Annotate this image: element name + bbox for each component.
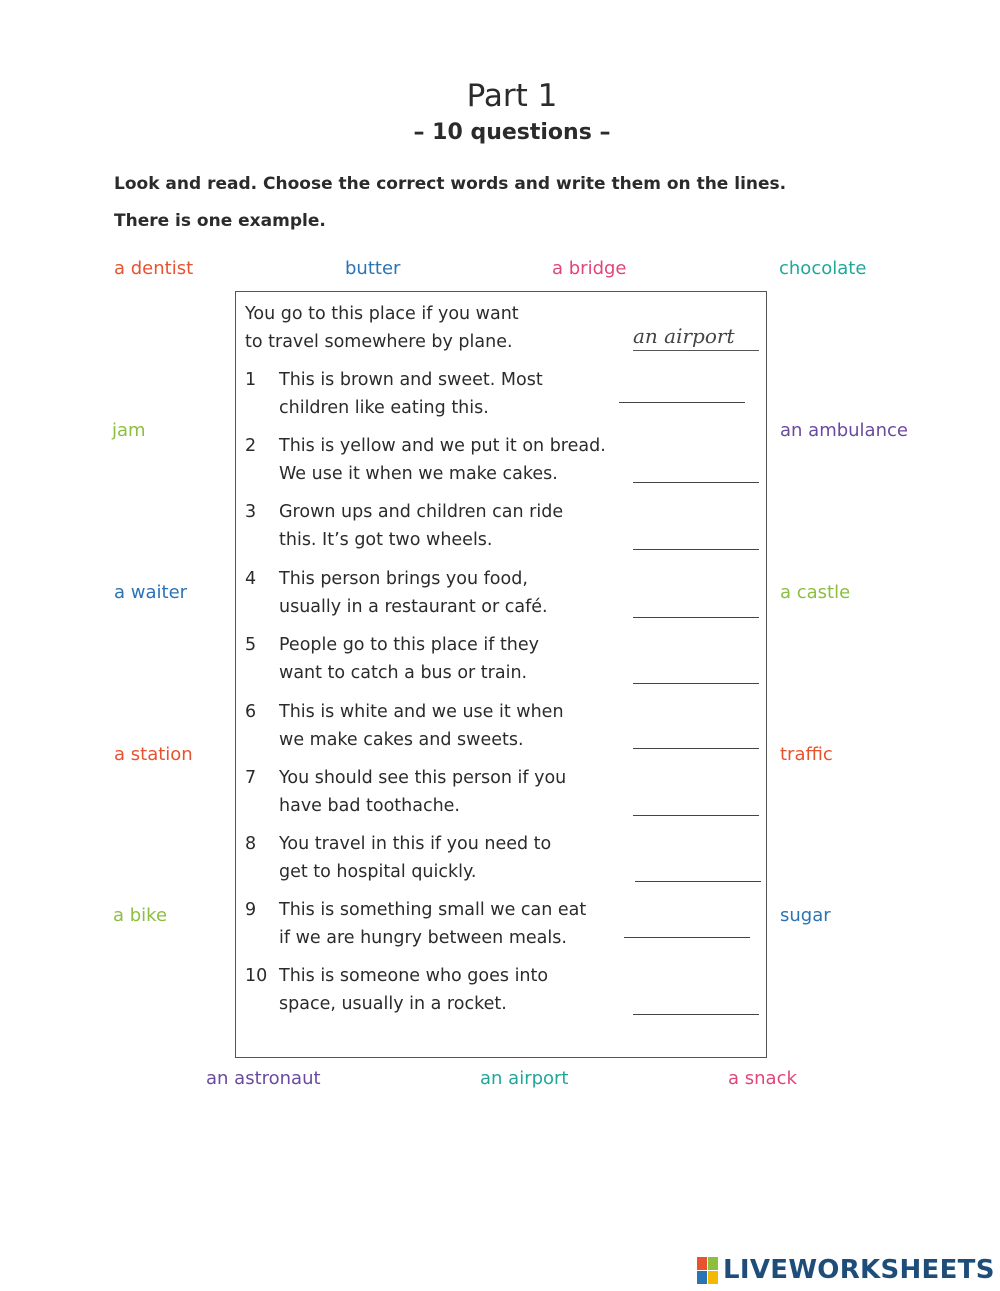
question-number: 7 (245, 768, 257, 788)
question-number: 2 (245, 436, 257, 456)
question-number: 8 (245, 834, 257, 854)
question-number: 9 (245, 900, 257, 920)
answer-blank-line[interactable] (633, 683, 759, 684)
question-text (279, 432, 606, 488)
question-number: 5 (245, 635, 257, 655)
question-text (279, 498, 563, 554)
question-line-2: usually in a restaurant or café. (279, 597, 548, 617)
word-option[interactable]: traffic (780, 744, 833, 765)
word-option[interactable]: a dentist (114, 258, 194, 279)
word-option[interactable]: chocolate (779, 258, 867, 279)
question-text (279, 631, 539, 687)
question-line-1: Grown ups and children can ride (279, 502, 564, 522)
question-line-2: get to hospital quickly. (279, 862, 477, 882)
example-question (245, 300, 519, 356)
example-answer-line (633, 350, 759, 351)
question-number: 1 (245, 370, 257, 390)
instruction-example-note: There is one example. (114, 211, 326, 231)
answer-blank-line[interactable] (633, 748, 759, 749)
question-line-2: this. It’s got two wheels. (279, 530, 493, 550)
logo-mark-icon (697, 1256, 719, 1284)
answer-blank-line[interactable] (635, 881, 761, 882)
instruction-line: Look and read. Choose the correct words and write them on the lines. (114, 174, 787, 194)
word-option[interactable]: a bike (113, 905, 168, 926)
question-line-2: if we are hungry between meals. (279, 928, 567, 948)
question-line-1: This is brown and sweet. Most (279, 370, 543, 390)
question-line-2: want to catch a bus or train. (279, 663, 528, 683)
answer-blank-line[interactable] (624, 937, 750, 938)
word-option[interactable]: a waiter (114, 582, 188, 603)
example-line-1: You go to this place if you want (245, 304, 519, 324)
answer-blank-line[interactable] (633, 1014, 759, 1015)
question-number: 10 (245, 966, 268, 986)
question-line-1: People go to this place if they (279, 635, 540, 655)
word-option[interactable]: an astronaut (206, 1068, 321, 1089)
answer-blank-line[interactable] (633, 815, 759, 816)
question-line-1: This person brings you food, (279, 569, 528, 589)
question-line-1: You travel in this if you need to (279, 834, 552, 854)
question-text (279, 830, 551, 886)
answer-blank-line[interactable] (619, 402, 745, 403)
word-option[interactable]: jam (112, 420, 146, 441)
answer-blank-line[interactable] (633, 617, 759, 618)
question-text (279, 896, 586, 952)
word-option[interactable]: butter (345, 258, 401, 279)
word-option[interactable]: an airport (480, 1068, 569, 1089)
question-line-2: We use it when we make cakes. (279, 464, 558, 484)
question-text (279, 565, 548, 621)
question-line-1: This is something small we can eat (279, 900, 587, 920)
word-option[interactable]: a bridge (552, 258, 627, 279)
question-line-1: This is white and we use it when (279, 702, 564, 722)
page-title: Part 1 (466, 78, 558, 114)
question-line-1: This is someone who goes into (279, 966, 549, 986)
question-line-2: we make cakes and sweets. (279, 730, 524, 750)
word-option[interactable]: a station (114, 744, 193, 765)
question-text (279, 764, 566, 820)
example-answer: an airport (633, 324, 735, 348)
question-number: 3 (245, 502, 257, 522)
question-line-1: You should see this person if you (279, 768, 567, 788)
question-line-2: space, usually in a rocket. (279, 994, 507, 1014)
word-option[interactable]: a snack (728, 1068, 797, 1089)
question-line-1: This is yellow and we put it on bread. (279, 436, 606, 456)
question-line-2: children like eating this. (279, 398, 489, 418)
question-text (279, 366, 543, 422)
answer-blank-line[interactable] (633, 549, 759, 550)
answer-blank-line[interactable] (633, 482, 759, 483)
question-line-2: have bad toothache. (279, 796, 460, 816)
word-option[interactable]: a castle (780, 582, 851, 603)
example-line-2: to travel somewhere by plane. (245, 332, 513, 352)
logo-text: LIVEWORKSHEETS (723, 1255, 995, 1285)
liveworksheets-logo (697, 1254, 995, 1286)
page-subtitle: – 10 questions – (413, 120, 611, 145)
word-option[interactable]: an ambulance (780, 420, 908, 441)
question-text (279, 698, 564, 754)
question-number: 6 (245, 702, 257, 722)
question-number: 4 (245, 569, 257, 589)
word-option[interactable]: sugar (780, 905, 831, 926)
question-text (279, 962, 548, 1018)
